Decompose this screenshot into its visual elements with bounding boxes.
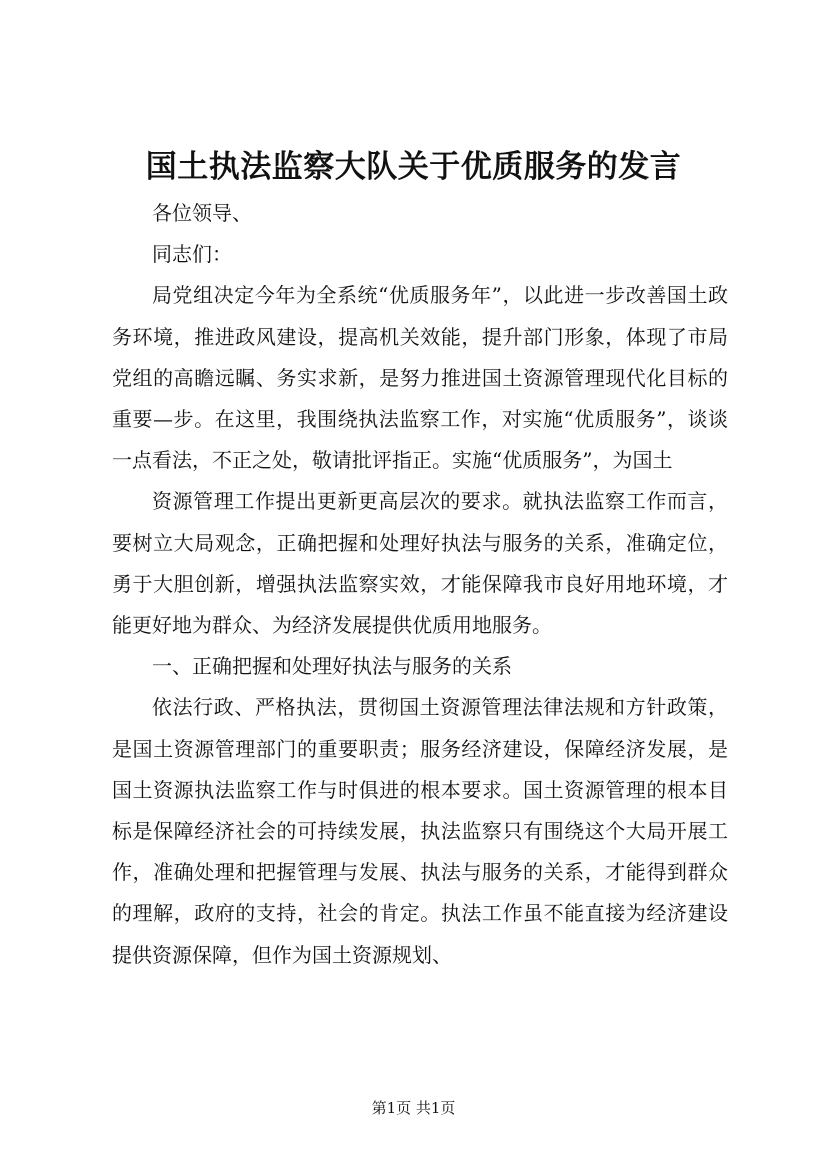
document-title: 国土执法监察大队关于优质服务的发言 — [145, 149, 682, 185]
page-footer: 第1页 共1页 — [371, 1099, 456, 1117]
body-paragraph: 局党组决定今年为全系统“优质服务年”，以此进一步改善国土政务环境，推进政风建设，提高机关效能，提升部门形象，体现了市局党组的高瞻远瞩、务实求新，是努力推进国土资源管理现代化目标的重要—步。在这里，我围绕执法监察工作，对实施“优质服务”，谈谈一点看法，不正之处，敬请批评指正。实施“优质服务”，为国土 — [112, 283, 728, 473]
section-heading: 一、正确把握和处理好执法与服务的关系 — [152, 654, 512, 679]
salutation-comrades: 同志们： — [152, 242, 232, 267]
document-body — [112, 193, 728, 976]
body-paragraph: 依法行政、严格执法，贯彻国土资源管理法律法规和方针政策，是国土资源管理部门的重要职责；服务经济建设，保障经济发展，是国土资源执法监察工作与时俱进的根本要求。国土资源管理的根本目标是保障经济社会的可持续发展，执法监察只有围绕这个大局开展工作，准确处理和把握管理与发展、执法与服务的关系，才能得到群众的理解，政府的支持，社会的肯定。执法工作虽不能直接为经济建设提供资源保障，但作为国土资源规划、 — [112, 695, 728, 967]
body-paragraph: 资源管理工作提出更新更高层次的要求。就执法监察工作而言，要树立大局观念，正确把握和处理好执法与服务的关系，准确定位，勇于大胆创新，增强执法监察实效，才能保障我市良好用地环境，才能更好地为群众、为经济发展提供优质用地服务。 — [112, 489, 728, 638]
salutation-leaders: 各位领导、 — [152, 201, 252, 225]
